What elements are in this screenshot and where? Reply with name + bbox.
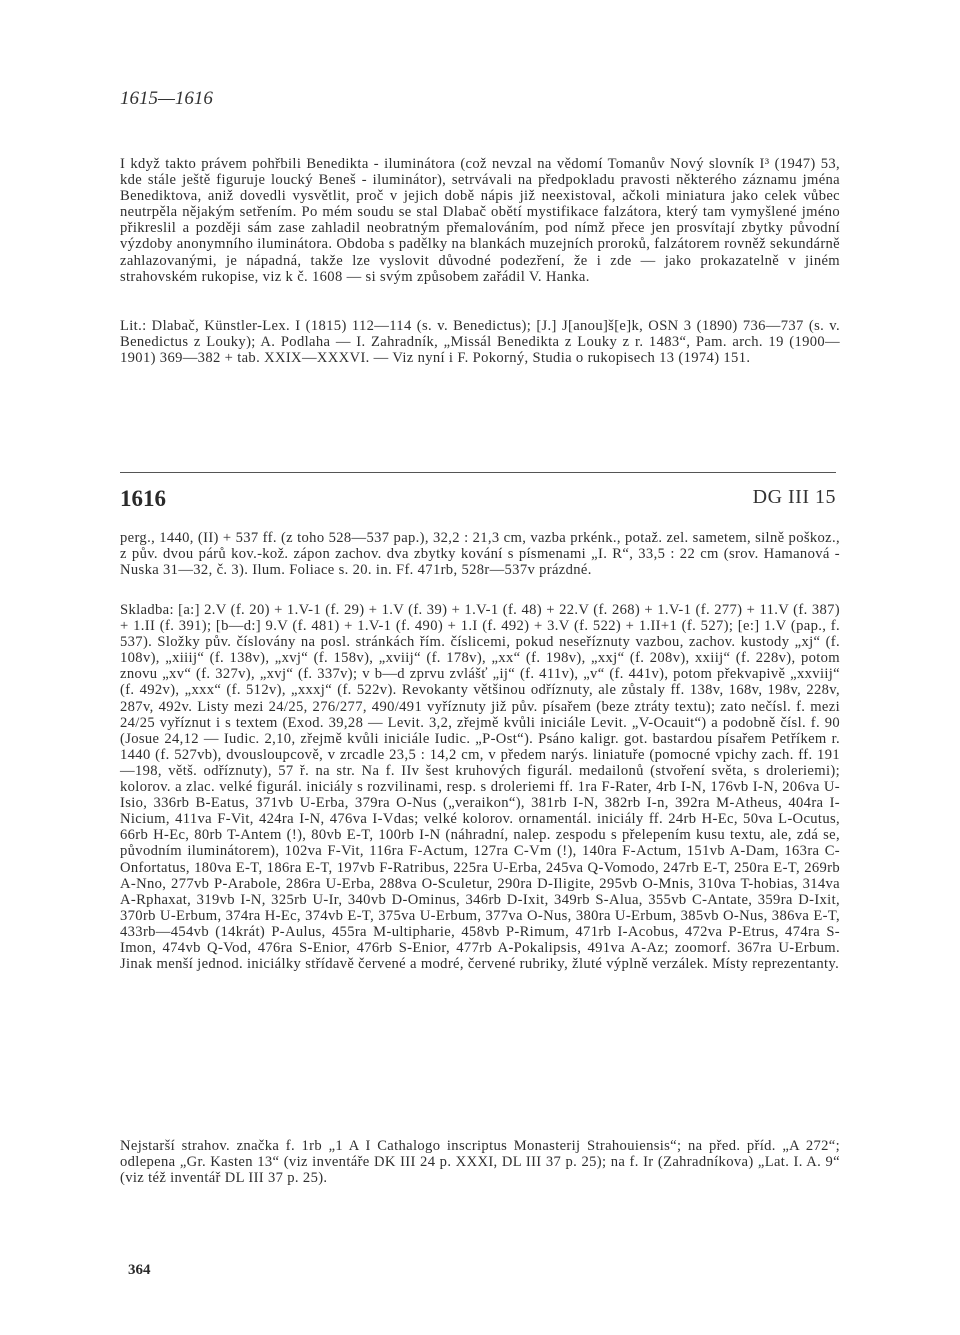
composition-paragraph: Skladba: [a:] 2.V (f. 20) + 1.V-1 (f. 29) + 1.V (f. 39) + 1.V-1 (f. 48) + 22.V (f. 268) + 1.V-1 (f. 277) + 11.V (f. 387) + 1.II (f. 391); [b—d:] 9.V (f. 481) + 1.V-1 (f. 490) + 1.I (f. 492) + 3.V (f. 522) + 1.II+1 (f. 527); [e:] 1.V (pap., f. 537). Složky pův. číslovány na posl. stránkách řím. číslicemi, pokud neseříznuty vazbou, zachov. kustody „xj“ (f. 108v), „xiiij“ (f. 138v), „xvj“ (f. 158v), „xviij“ (f. 178v), „xx“ (f. 198v), „xxj“ (f. 208v), xxiij“ (f. 228v), potom znovu „xv“ (f. 327v), „xvj“ (f. 337v); v b—d zprvu zvlášť „ij“ (f. 411v), „v“ (f. 441v), potom překvapivě „xxviij“ (f. 492v), „xxx“ (f. 512v), „xxxj“ (f. 522v). Revokanty většinou odříznuty, ale zůstaly ff. 138v, 168v, 198v, 228v, 287v, 492v. Listy mezi 24/25, 276/277, 490/491 vyříznuty již pův. písařem (beze ztráty textu); zato nečísl. f. mezi 24/25 vyříznut i s textem (Exod. 39,28 — Levit. 3,2, zřejmě kvůli iniciále Levit. „V-Ocauit“) a podobně čísl. f. 90 (Josue 24,12 — Iudic. 2,10, zřejmě kvůli iniciále Iudic. „P-Ost“). Psáno kaligr. got. bastardou písařem Petříkem r. 1440 (f. 527vb), dvousloupcově, v zrcadle 23,5 : 14,2 cm, v předem narýs. liniatuře (pomocné vpichy zach. ff. 191—198, větš. odříznuty), 57 ř. na str. Na f. IIv šest kruhových figurál. medailonů (stvoření světa, s droleriemi); kolorov. a zlac. velké figurál. iniciály s rozvilinami, resp. s droleriemi ff. 1ra F-Rater, 4rb I-N, 176vb I-N, 206va U-Isio, 336rb B-Eatus, 371vb U-Erba, 379ra O-Nus („veraikon“), 381rb I-N, 382rb I-n, 392ra M-Atheus, 404ra I-Nicium, 411va F-Vit, 424ra I-N, 476va I-Vdas; velké kolorov. ornamentál. iniciály ff. 24rb H-Ec, 50va L-Ocutus, 66rb H-Ec, 80rb T-Antem (!), 80vb E-T, 100rb I-N (náhradní, nalep. zespodu s přelepením kusu textu, ale, zdá se, původním iluminátorem), 102va F-Vit, 116ra F-Actum, 127ra C-Vm (!), 140ra F-Actum, 151vb A-Dam, 163ra C-Onfortatus, 180va E-T, 186ra E-T, 197vb F-Ratribus, 225ra U-Erba, 245va Q-Vomodo, 247rb E-T, 250ra E-T, 269rb A-Nno, 277vb P-Arabole, 286ra U-Erba, 288va O-Sculetur, 290ra D-Iligite, 295vb O-Mnis, 310va T-hobias, 314va A-Rphaxat, 319vb I-N, 325rb U-Ir, 340vb D-Ominus, 346rb D-Ixit, 349rb S-Alua, 355vb C-Antate, 359ra D-Ixit, 370rb U-Erbum, 374ra H-Ec, 374vb E-T, 375va U-Erbum, 377va O-Nus, 380ra U-Erbum, 385vb O-Nus, 386va E-T, 433rb—454vb (14krát) P-Aulus, 455ra M-ultipharie, 458vb P-Rimum, 471rb I-Acobus, 472va P-Etrus, 474ra S-Imon, 474vb Q-Vod, 476ra S-Enior, 476rb S-Enior, 477rb A-Pokalipsis, 491va A-Az; zoomorf. 367ra U-Erbum. Jinak menší jednod. iniciálky střídavě červené a modré, červené rubriky, žluté výplně verzálek. Místy reprezentanty. [120, 602, 840, 973]
page-number: 364 [128, 1262, 151, 1278]
entry-number: 1616 [120, 486, 166, 511]
description-paragraph: perg., 1440, (II) + 537 ff. (z toho 528—537 pap.), 32,2 : 21,3 cm, vazba prkénk., potaž. zel. sametem, silně poškoz., z pův. dvou párů kov.-kož. zápon zachov. dva zbytky kování s písmenami „I. R“, 33,5 : 22 cm (srov. Hamanová - Nuska 31—32, č. 3). Ilum. Foliace s. 20. in. Ff. 471rb, 528r—537v prázdné. [120, 530, 840, 579]
literature-paragraph: Lit.: Dlabač, Künstler-Lex. I (1815) 112—114 (s. v. Benedictus); [J.] J[anou]š[e]k, OSN 3 (1890) 736—737 (s. v. Benedictus z Louky); A. Podlaha — I. Zahradník, „Missál Benedikta z Louky z r. 1483“, Pam. arch. 19 (1900—1901) 369—382 + tab. XXIX—XXXVI. — Viz nyní i F. Pokorný, Studia o rukopisech 13 (1974) 151. [120, 318, 840, 367]
composition-and-decoration [120, 602, 840, 972]
literature-1615 [120, 318, 840, 366]
provenance-paragraph: Nejstarší strahov. značka f. 1rb „1 A I Cathalogo inscriptus Monasterij Strahouiensis“; na před. příd. „A 272“; odlepena „Gr. Kasten 13“ (viz inventáře DK III 24 p. XXXI, DL III 37 p. 25); na f. Ir (Zahradníkova) „Lat. I. A. 9“ (viz též inventář DL III 37 p. 25). [120, 1138, 840, 1187]
section-divider [120, 472, 836, 473]
provenance [120, 1138, 840, 1186]
running-head: 1615—1616 [120, 88, 213, 109]
entry-1615-continuation [120, 156, 840, 285]
paragraph: I když takto právem pohřbili Benedikta - iluminátora (což nevzal na vědomí Tomanův Nový slovník I³ (1947) 53, kde stále ještě figuruje loucký Beneš - iluminátor), setrvávali na předpokladu pravosti některého záznamu jména Benediktova, aniž dovedli vysvětlit, proč v jejich době nápis již neexistoval, ačkoli miniatura jako celek vůbec neutrpěla nějakým setřením. Po mém soudu se stal Dlabač obětí mystifikace falzátora, který tam vymyšlené jméno přikreslil a později sám zase zahladil neobratným přemalováním, pod nímž přece jen prosvítají zbytky původní výzdoby anonymního iluminátora. Obdoba s padělky na blankách muzejních proroků, falzátorem rovněž sekundárně zahlazovanými, je nápadná, takže lze vyslovit důvodné podezření, že i zde — jako prokazatelně v jiném strahovském rukopise, viz k č. 1608 — si svým způsobem zařádil V. Hanka. [120, 156, 840, 285]
physical-description [120, 530, 840, 578]
shelfmark: DG III 15 [752, 486, 836, 508]
